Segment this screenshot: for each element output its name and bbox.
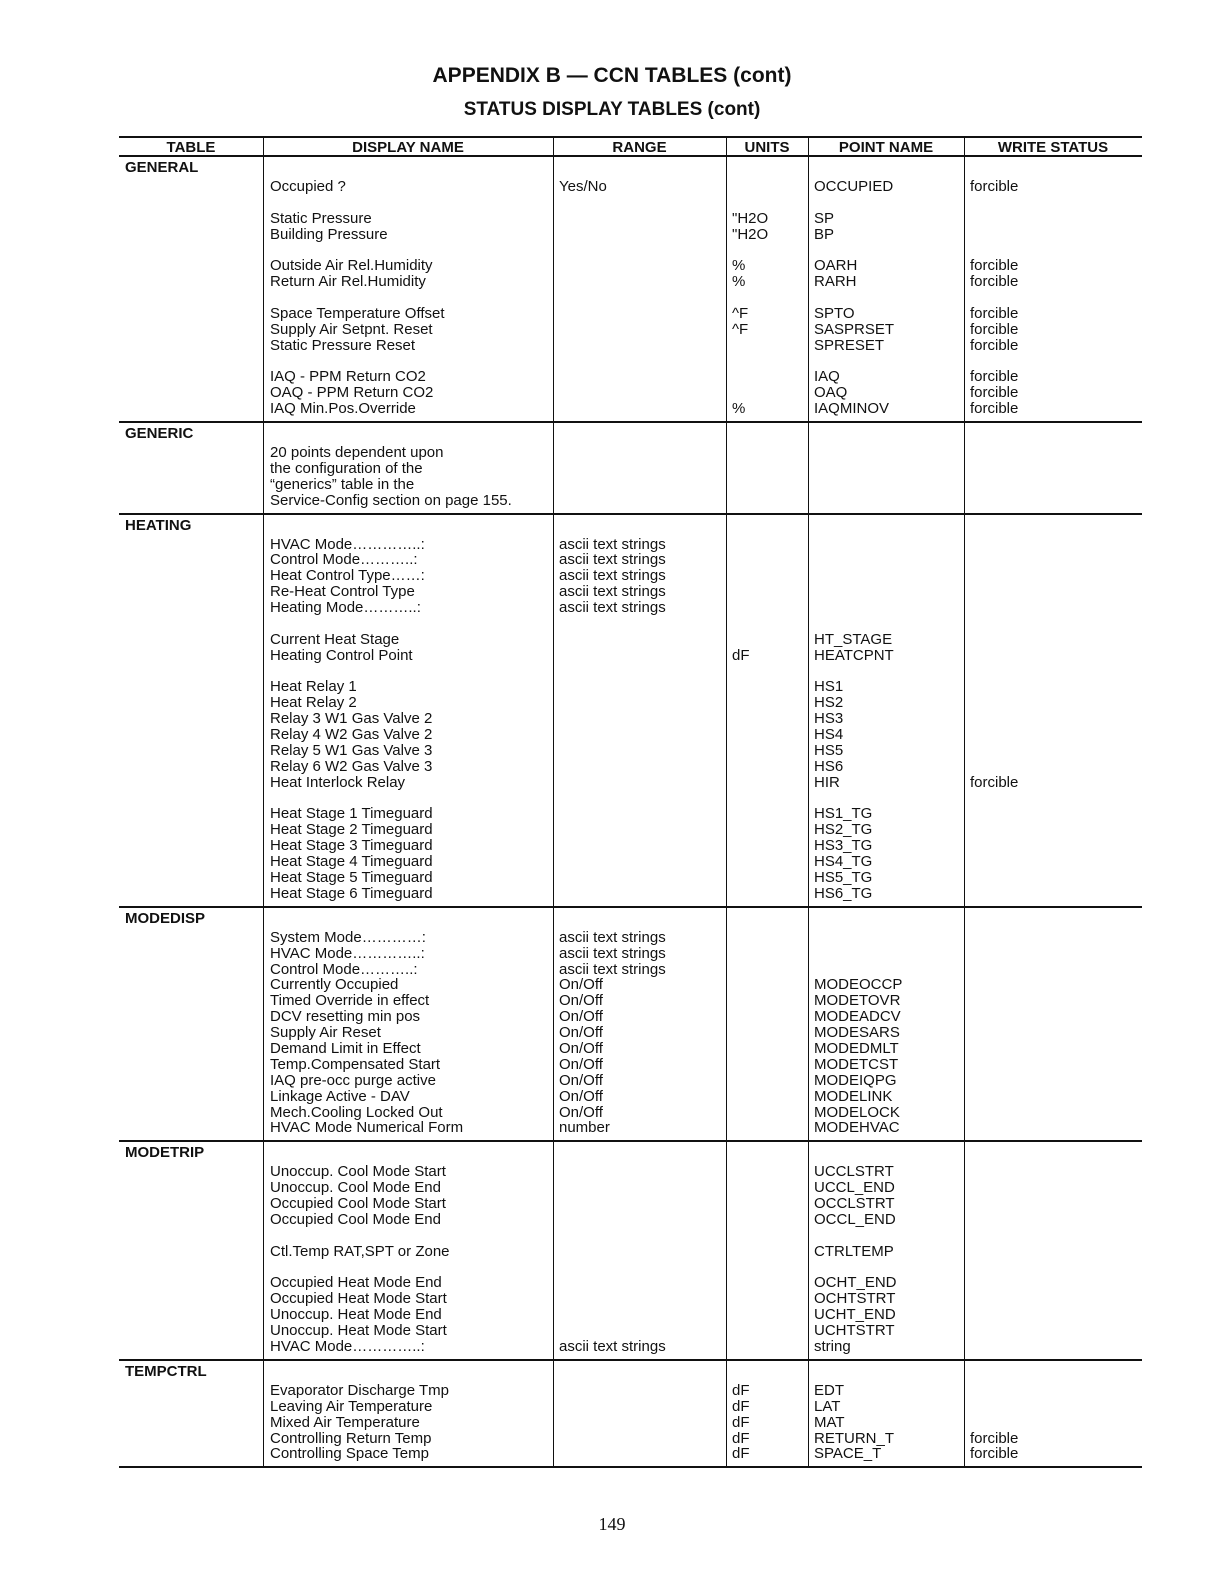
- write-status-cell: forcible: [970, 320, 1019, 338]
- table-row: [119, 369, 1142, 385]
- write-status-cell: forcible: [970, 368, 1019, 386]
- table-row: [119, 568, 1142, 584]
- table-row: [119, 600, 1142, 616]
- display-name-cell: Current Heat Stage: [270, 630, 400, 648]
- table-row: [119, 385, 1142, 401]
- range-cell: ascii text strings: [559, 960, 666, 978]
- units-cell: dF: [732, 1381, 750, 1399]
- point-name-cell: UCHT_END: [814, 1306, 896, 1324]
- table-name: GENERAL: [125, 159, 199, 176]
- units-cell: dF: [732, 1445, 750, 1463]
- display-name-cell: Building Pressure: [270, 225, 388, 243]
- point-name-cell: SPRESET: [814, 336, 885, 354]
- point-name-cell: HIR: [814, 773, 840, 791]
- range-cell: ascii text strings: [559, 599, 666, 617]
- point-name-cell: HS3_TG: [814, 837, 873, 855]
- point-name-cell: IAQ: [814, 368, 840, 386]
- display-name-cell: Occupied Cool Mode End: [270, 1211, 441, 1228]
- point-name-cell: MODETOVR: [814, 992, 901, 1010]
- table-row: [119, 1323, 1142, 1339]
- units-cell: dF: [732, 646, 750, 664]
- table-row: [119, 632, 1142, 648]
- units-cell: dF: [732, 1397, 750, 1415]
- table-row: [119, 211, 1142, 227]
- table-row: [119, 695, 1142, 711]
- display-name-cell: Heat Stage 1 Timeguard: [270, 805, 433, 823]
- table-row: [119, 552, 1142, 568]
- display-name-cell: Supply Air Setpnt. Reset: [270, 320, 433, 338]
- table-name: MODEDISP: [125, 909, 206, 927]
- table-row: [119, 727, 1142, 743]
- table-row: [119, 1291, 1142, 1307]
- table-row: [119, 584, 1142, 600]
- point-name-cell: IAQMINOV: [814, 400, 890, 418]
- table-row: [119, 822, 1142, 838]
- display-name-cell: Heat Relay 2: [270, 694, 357, 712]
- range-cell: On/Off: [559, 976, 603, 994]
- table-row: [119, 445, 1142, 461]
- status-display-table: [119, 136, 1142, 1468]
- table-row: [119, 1446, 1142, 1462]
- units-cell: dF: [732, 1413, 750, 1431]
- table-row: [119, 679, 1142, 695]
- display-name-cell: Control Mode………..:: [270, 551, 418, 569]
- table-row: [119, 1399, 1142, 1415]
- range-cell: Yes/No: [559, 178, 607, 195]
- point-name-cell: UCCL_END: [814, 1179, 895, 1197]
- table-row: [119, 870, 1142, 886]
- range-cell: On/Off: [559, 1024, 603, 1042]
- point-name-cell: HS5: [814, 741, 844, 759]
- table-row: [119, 1073, 1142, 1089]
- table-section-modedisp: [119, 908, 1142, 1143]
- point-name-cell: MODESARS: [814, 1024, 900, 1042]
- display-name-cell: Occupied Cool Mode Start: [270, 1195, 446, 1213]
- table-row: [119, 258, 1142, 274]
- display-name-cell: Heat Stage 3 Timeguard: [270, 837, 433, 855]
- point-name-cell: RETURN_T: [814, 1429, 895, 1447]
- point-name-cell: MODETCST: [814, 1055, 899, 1073]
- header-range: RANGE: [612, 139, 667, 156]
- display-name-cell: Heat Stage 2 Timeguard: [270, 821, 433, 839]
- table-row: [119, 930, 1142, 946]
- write-status-cell: forcible: [970, 1445, 1019, 1463]
- row-group: [119, 806, 1142, 901]
- display-name-cell: Heat Stage 4 Timeguard: [270, 853, 433, 871]
- table-row: [119, 1009, 1142, 1025]
- display-name-cell: Relay 3 W1 Gas Valve 2: [270, 710, 433, 728]
- point-name-cell: HS4_TG: [814, 853, 873, 871]
- row-group: [119, 679, 1142, 790]
- row-group: [119, 1383, 1142, 1462]
- table-row: [119, 1307, 1142, 1323]
- point-name-cell: HS1_TG: [814, 805, 873, 823]
- display-name-cell: Heat Relay 1: [270, 678, 357, 696]
- row-group: [119, 1164, 1142, 1228]
- row-group: [119, 632, 1142, 664]
- page-subtitle: STATUS DISPLAY TABLES (cont): [463, 99, 761, 120]
- point-name-cell: LAT: [814, 1397, 841, 1415]
- display-name-cell: Heat Interlock Relay: [270, 773, 406, 791]
- display-name-cell: Mixed Air Temperature: [270, 1413, 420, 1431]
- row-group: [119, 211, 1142, 243]
- header-point-name: POINT NAME: [838, 139, 934, 156]
- page-number: 149: [598, 1514, 626, 1534]
- table-row: [119, 993, 1142, 1009]
- table-row: [119, 1431, 1142, 1447]
- column-divider: [553, 138, 554, 155]
- table-row: [119, 461, 1142, 477]
- display-name-cell: Leaving Air Temperature: [270, 1397, 433, 1415]
- write-status-cell: forcible: [970, 384, 1019, 402]
- header-units: UNITS: [744, 139, 790, 156]
- column-divider: [726, 138, 727, 155]
- display-name-cell: Relay 6 W2 Gas Valve 3: [270, 757, 433, 775]
- table-name: MODETRIP: [125, 1144, 205, 1162]
- point-name-cell: MODEADCV: [814, 1008, 901, 1026]
- table-row: [119, 477, 1142, 493]
- display-name-cell: Unoccup. Heat Mode End: [270, 1306, 442, 1324]
- display-name-cell: Currently Occupied: [270, 976, 399, 994]
- point-name-cell: HS5_TG: [814, 868, 873, 886]
- point-name-cell: HS4: [814, 726, 844, 744]
- display-name-cell: Unoccup. Cool Mode Start: [270, 1163, 446, 1181]
- display-name-cell: Occupied Heat Mode Start: [270, 1290, 447, 1308]
- table-name: HEATING: [125, 516, 192, 534]
- range-cell: ascii text strings: [559, 551, 666, 569]
- display-name-cell: Relay 4 W2 Gas Valve 2: [270, 726, 433, 744]
- point-name-cell: SPTO: [814, 304, 855, 322]
- point-name-cell: RARH: [814, 273, 857, 291]
- row-group: [119, 369, 1142, 417]
- table-section-tempctrl: [119, 1361, 1142, 1468]
- table-row: [119, 648, 1142, 664]
- point-name-cell: SASPRSET: [814, 320, 895, 338]
- table-row: [119, 711, 1142, 727]
- display-name-cell: Outside Air Rel.Humidity: [270, 257, 433, 275]
- units-cell: %: [732, 400, 746, 418]
- range-cell: On/Off: [559, 1103, 603, 1121]
- write-status-cell: forcible: [970, 1429, 1019, 1447]
- row-group: [119, 258, 1142, 290]
- display-name-cell: Return Air Rel.Humidity: [270, 273, 426, 291]
- table-row: [119, 1180, 1142, 1196]
- table-section-modetrip: [119, 1142, 1142, 1361]
- table-row: [119, 338, 1142, 354]
- table-header-row: [119, 136, 1142, 157]
- table-section-general: [119, 157, 1142, 423]
- point-name-cell: BP: [814, 225, 835, 243]
- range-cell: ascii text strings: [559, 1337, 666, 1355]
- table-row: [119, 1105, 1142, 1121]
- write-status-cell: forcible: [970, 336, 1019, 354]
- table-row: [119, 1164, 1142, 1180]
- display-name-cell: Unoccup. Heat Mode Start: [270, 1322, 447, 1340]
- units-cell: ^F: [732, 304, 749, 322]
- table-row: [119, 759, 1142, 775]
- point-name-cell: OCCL_END: [814, 1211, 896, 1228]
- range-cell: number: [559, 1119, 610, 1137]
- display-name-cell: IAQ Min.Pos.Override: [270, 400, 416, 418]
- table-row: [119, 1057, 1142, 1073]
- point-name-cell: MODELINK: [814, 1087, 893, 1105]
- display-name-cell: Heat Stage 5 Timeguard: [270, 868, 433, 886]
- display-name-cell: the configuration of the: [270, 459, 423, 477]
- table-row: [119, 537, 1142, 553]
- display-name-cell: Controlling Return Temp: [270, 1429, 432, 1447]
- point-name-cell: OCCUPIED: [814, 178, 894, 195]
- units-cell: %: [732, 257, 746, 275]
- point-name-cell: OARH: [814, 257, 858, 275]
- table-row: [119, 1339, 1142, 1355]
- point-name-cell: CTRLTEMP: [814, 1242, 894, 1260]
- display-name-cell: Re-Heat Control Type: [270, 583, 415, 601]
- table-name: TEMPCTRL: [125, 1362, 207, 1380]
- header-display-name: DISPLAY NAME: [352, 139, 464, 156]
- table-row: [119, 838, 1142, 854]
- display-name-cell: System Mode…………:: [270, 928, 426, 946]
- display-name-cell: HVAC Mode Numerical Form: [270, 1119, 464, 1137]
- display-name-cell: IAQ - PPM Return CO2: [270, 368, 426, 386]
- display-name-cell: Temp.Compensated Start: [270, 1055, 441, 1073]
- row-group: [119, 179, 1142, 195]
- range-cell: On/Off: [559, 1055, 603, 1073]
- column-divider: [808, 138, 809, 155]
- point-name-cell: MODEHVAC: [814, 1119, 900, 1137]
- range-cell: ascii text strings: [559, 567, 666, 585]
- point-name-cell: HS3: [814, 710, 844, 728]
- table-row: [119, 1025, 1142, 1041]
- display-name-cell: HVAC Mode…………..:: [270, 535, 425, 553]
- display-name-cell: Static Pressure: [270, 209, 372, 227]
- write-status-cell: forcible: [970, 400, 1019, 418]
- range-cell: On/Off: [559, 992, 603, 1010]
- row-group: [119, 930, 1142, 1137]
- range-cell: On/Off: [559, 1071, 603, 1089]
- table-row: [119, 1041, 1142, 1057]
- table-row: [119, 946, 1142, 962]
- point-name-cell: string: [814, 1337, 851, 1355]
- point-name-cell: MODELOCK: [814, 1103, 900, 1121]
- header-table: TABLE: [166, 139, 216, 156]
- display-name-cell: Timed Override in effect: [270, 992, 430, 1010]
- row-group: [119, 1275, 1142, 1354]
- table-row: [119, 1415, 1142, 1431]
- range-cell: On/Off: [559, 1008, 603, 1026]
- point-name-cell: HS6_TG: [814, 884, 873, 902]
- table-row: [119, 1383, 1142, 1399]
- table-row: [119, 977, 1142, 993]
- table-row: [119, 322, 1142, 338]
- display-name-cell: OAQ - PPM Return CO2: [270, 384, 434, 402]
- display-name-cell: Ctl.Temp RAT,SPT or Zone: [270, 1242, 450, 1260]
- point-name-cell: OCHT_END: [814, 1274, 897, 1292]
- table-section-heating: [119, 515, 1142, 908]
- point-name-cell: MODEDMLT: [814, 1039, 899, 1057]
- range-cell: On/Off: [559, 1039, 603, 1057]
- units-cell: "H2O: [732, 209, 769, 227]
- display-name-cell: Static Pressure Reset: [270, 336, 416, 354]
- write-status-cell: forcible: [970, 257, 1019, 275]
- row-group: [119, 445, 1142, 509]
- display-name-cell: Heat Stage 6 Timeguard: [270, 884, 433, 902]
- display-name-cell: Linkage Active - DAV: [270, 1087, 410, 1105]
- display-name-cell: Space Temperature Offset: [270, 304, 445, 322]
- point-name-cell: HT_STAGE: [814, 630, 893, 648]
- point-name-cell: HS2_TG: [814, 821, 873, 839]
- table-row: [119, 743, 1142, 759]
- display-name-cell: HVAC Mode…………..:: [270, 1337, 425, 1355]
- units-cell: dF: [732, 1429, 750, 1447]
- point-name-cell: SP: [814, 209, 835, 227]
- display-name-cell: Occupied Heat Mode End: [270, 1274, 442, 1292]
- table-row: [119, 962, 1142, 978]
- display-name-cell: DCV resetting min pos: [270, 1008, 421, 1026]
- display-name-cell: Heating Mode………..:: [270, 599, 421, 617]
- display-name-cell: Control Mode………..:: [270, 960, 418, 978]
- table-row: [119, 306, 1142, 322]
- table-name: GENERIC: [125, 424, 194, 442]
- point-name-cell: OCCLSTRT: [814, 1195, 895, 1213]
- point-name-cell: HS6: [814, 757, 844, 775]
- table-row: [119, 775, 1142, 791]
- point-name-cell: EDT: [814, 1381, 844, 1399]
- point-name-cell: SPACE_T: [814, 1445, 882, 1463]
- column-divider: [964, 138, 965, 155]
- table-row: [119, 1275, 1142, 1291]
- point-name-cell: UCHTSTRT: [814, 1322, 895, 1340]
- write-status-cell: forcible: [970, 178, 1019, 195]
- point-name-cell: MODEOCCP: [814, 976, 903, 994]
- display-name-cell: “generics” table in the: [270, 475, 415, 493]
- table-row: [119, 806, 1142, 822]
- display-name-cell: IAQ pre-occ purge active: [270, 1071, 436, 1089]
- table-section-generic: [119, 423, 1142, 515]
- table-row: [119, 493, 1142, 509]
- header-write-status: WRITE STATUS: [997, 139, 1109, 156]
- range-cell: ascii text strings: [559, 535, 666, 553]
- display-name-cell: Service-Config section on page 155.: [270, 491, 512, 509]
- display-name-cell: Heating Control Point: [270, 646, 413, 664]
- point-name-cell: MODEIQPG: [814, 1071, 897, 1089]
- display-name-cell: 20 points dependent upon: [270, 443, 444, 461]
- row-group: [119, 306, 1142, 354]
- table-row: [119, 1089, 1142, 1105]
- table-row: [119, 401, 1142, 417]
- display-name-cell: Evaporator Discharge Tmp: [270, 1381, 449, 1399]
- display-name-cell: Supply Air Reset: [270, 1024, 381, 1042]
- point-name-cell: UCCLSTRT: [814, 1163, 894, 1181]
- units-cell: "H2O: [732, 225, 769, 243]
- page-title: APPENDIX B — CCN TABLES (cont): [432, 64, 792, 87]
- table-body: [119, 157, 1142, 1468]
- row-group: [119, 1244, 1142, 1260]
- point-name-cell: HS2: [814, 694, 844, 712]
- point-name-cell: HEATCPNT: [814, 646, 894, 664]
- display-name-cell: Heat Control Type……:: [270, 567, 425, 585]
- display-name-cell: HVAC Mode…………..:: [270, 944, 425, 962]
- display-name-cell: Demand Limit in Effect: [270, 1039, 421, 1057]
- table-row: [119, 1196, 1142, 1212]
- range-cell: ascii text strings: [559, 583, 666, 601]
- range-cell: ascii text strings: [559, 928, 666, 946]
- point-name-cell: HS1: [814, 678, 844, 696]
- range-cell: On/Off: [559, 1087, 603, 1105]
- table-row: [119, 179, 1142, 195]
- write-status-cell: forcible: [970, 304, 1019, 322]
- table-row: [119, 886, 1142, 902]
- display-name-cell: Mech.Cooling Locked Out: [270, 1103, 443, 1121]
- column-divider: [263, 138, 264, 155]
- point-name-cell: MAT: [814, 1413, 845, 1431]
- write-status-cell: forcible: [970, 273, 1019, 291]
- display-name-cell: Unoccup. Cool Mode End: [270, 1179, 441, 1197]
- table-row: [119, 1244, 1142, 1260]
- row-group: [119, 537, 1142, 616]
- table-row: [119, 274, 1142, 290]
- range-cell: ascii text strings: [559, 944, 666, 962]
- units-cell: ^F: [732, 320, 749, 338]
- table-row: [119, 854, 1142, 870]
- point-name-cell: OCHTSTRT: [814, 1290, 896, 1308]
- table-row: [119, 227, 1142, 243]
- table-row: [119, 1212, 1142, 1228]
- write-status-cell: forcible: [970, 773, 1019, 791]
- display-name-cell: Controlling Space Temp: [270, 1445, 429, 1463]
- display-name-cell: Relay 5 W1 Gas Valve 3: [270, 741, 433, 759]
- units-cell: %: [732, 273, 746, 291]
- display-name-cell: Occupied ?: [270, 178, 346, 195]
- point-name-cell: OAQ: [814, 384, 848, 402]
- table-row: [119, 1120, 1142, 1136]
